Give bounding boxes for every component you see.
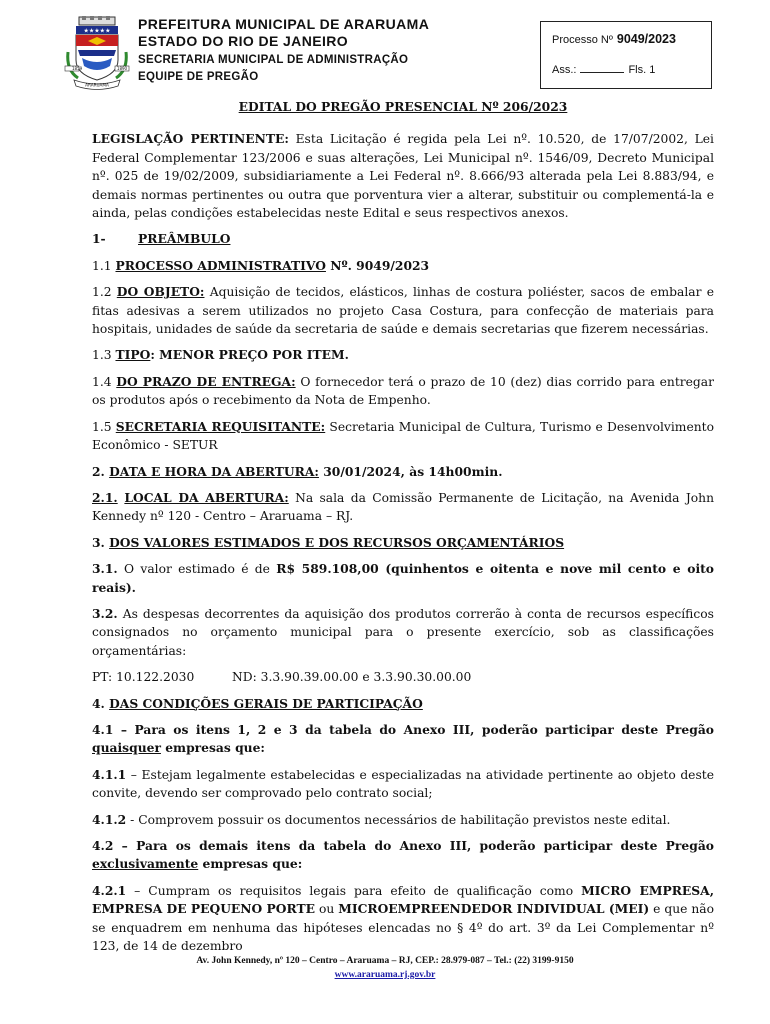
ass-label: Ass.: <box>552 64 577 76</box>
section-1-3-label: TIPO <box>115 347 151 363</box>
letterhead <box>138 16 429 86</box>
section-2-1-number: 2.1. <box>92 489 118 505</box>
section-4-2-1-number: 4.2.1 <box>92 882 127 898</box>
budget-pt: PT: 10.122.2030 <box>92 670 195 685</box>
section-4-1-text: 4.1 – Para os itens 1, 2 e 3 da tabela do Anexo III, poderão participar deste Pregão <box>92 721 714 737</box>
section-3-2-number: 3.2. <box>92 605 118 621</box>
section-4-1-2 <box>92 811 714 829</box>
section-4-label: DAS CONDIÇÕES GERAIS DE PARTICIPAÇÃO <box>109 695 423 711</box>
section-4-2-1-bold-b: MICROEMPREENDEDOR INDIVIDUAL (MEI) <box>338 901 650 917</box>
section-3-number: 3. <box>92 534 105 550</box>
section-1-4-text: O fornecedor terá o prazo de 10 (dez) dias corrido para entregar os produtos após o recebimento da Nota de Empenho. <box>92 374 715 408</box>
section-4-2 <box>92 837 714 874</box>
equipe-title: EQUIPE DE PREGÃO <box>138 71 259 83</box>
section-4-2-tail: empresas que: <box>198 856 303 872</box>
budget-classification <box>92 668 714 686</box>
section-3-2-text: As despesas decorrentes da aquisição dos produtos correrão à conta de recursos específicos consignados no orçamento municipal para o presente exercício, sob as classificações orçamentárias: <box>92 606 714 658</box>
process-box <box>540 21 712 89</box>
section-2-1 <box>92 489 714 526</box>
section-3 <box>92 534 714 552</box>
section-4-2-1-text-c: e que não se enquadrem em nenhuma das hipóteses elencadas no § 4º do art. 3º da Lei Complementar nº 123, de 14 de dezembro <box>92 902 714 954</box>
section-2-1-label: LOCAL DA ABERTURA: <box>124 489 289 505</box>
edital-title: EDITAL DO PREGÃO PRESENCIAL Nº 206/2023 <box>238 99 568 114</box>
section-1-5 <box>92 418 714 455</box>
section-4-2-underlined: exclusivamente <box>92 856 199 872</box>
section-1-3-text: : MENOR PREÇO POR ITEM. <box>150 347 349 363</box>
section-4 <box>92 695 714 713</box>
section-4-1-2-number: 4.1.2 <box>92 811 127 827</box>
section-1-3-number: 1.3 <box>92 348 112 363</box>
section-1-2 <box>92 283 714 338</box>
section-3-1 <box>92 560 714 597</box>
section-4-2-1-bold-a: MICRO EMPRESA, EMPRESA DE PEQUENO PORTE <box>92 882 714 917</box>
section-2-label: DATA E HORA DA ABERTURA: <box>109 463 319 479</box>
section-4-1 <box>92 721 714 758</box>
section-4-2-1-text-b: ou <box>315 902 339 917</box>
section-4-1-tail: empresas que: <box>160 740 265 756</box>
footer-site <box>0 970 770 980</box>
section-1-4 <box>92 373 714 410</box>
section-1-2-text: Aquisição de tecidos, elásticos, linhas de costura poliéster, sacos de embalar e fitas adesivas a serem utilizados no projeto Casa Costura, para confecção de materiais para hospitais, unidades de saúde da secretaria de saúde e demais secretarias que fizerem necessárias. <box>92 285 715 337</box>
section-4-2-1 <box>92 882 714 956</box>
section-3-1-text: O valor estimado é de <box>117 562 277 577</box>
footer-address: Av. John Kennedy, nº 120 – Centro – Araruama – RJ, CEP.: 28.979-087 – Tel.: (22) 3199-9150 <box>196 956 574 966</box>
legislacao-paragraph <box>92 130 714 222</box>
section-1-number: 1- <box>92 231 106 247</box>
section-4-2-text: 4.2 – Para os demais itens da tabela do Anexo III, poderão participar deste Pregão <box>92 838 714 853</box>
signature-blank <box>580 62 624 73</box>
edital-body <box>92 98 714 955</box>
section-2-1-text: Na sala da Comissão Permanente de Licitação, na Avenida John Kennedy nº 120 - Centro – Araruama – RJ. <box>92 490 714 524</box>
section-1-4-label: DO PRAZO DE ENTREGA: <box>116 373 296 389</box>
crest-year-right: 1890 <box>116 66 128 72</box>
section-1-1-label: PROCESSO ADMINISTRATIVO <box>115 257 326 273</box>
section-4-1-2-text: - Comprovem possuir os documentos necessários de habilitação previstos neste edital. <box>126 812 671 827</box>
section-4-1-1-text: – Estejam legalmente estabelecidas e especializadas na atividade pertinente ao objeto deste convite, devendo ser comprovado pelo contrato social; <box>92 767 714 801</box>
secretaria-title: SECRETARIA MUNICIPAL DE ADMINISTRAÇÃO <box>138 54 409 66</box>
section-1-2-label: DO OBJETO: <box>116 284 205 300</box>
section-1-1 <box>92 257 714 275</box>
section-1-4-number: 1.4 <box>92 374 112 389</box>
section-1-5-label: SECRETARIA REQUISITANTE: <box>115 418 326 434</box>
section-2 <box>92 463 714 481</box>
section-3-1-number: 3.1. <box>92 561 118 577</box>
city-crest-logo <box>64 16 130 90</box>
legislacao-text: Esta Licitação é regida pela Lei nº. 10.520, de 17/07/2002, Lei Federal Complementar 123/2006 e suas alterações, Lei Municipal nº. 1546/09, Decreto Municipal nº. 025 de 19/02/2009, subsidiariamente a Lei Federal nº. 8.666/93 alterada pela Lei 8.883/94, e demais normas pertinentes ou outra que porventura vier a alterar, substituir ou complementá-la e ainda, pelas condições estabelecidas neste Edital e seus respectivos anexos. <box>92 132 714 221</box>
section-4-1-underlined: quaisquer <box>92 740 161 756</box>
section-1-label: PREÂMBULO <box>138 231 231 247</box>
section-4-number: 4. <box>92 695 105 711</box>
section-3-2 <box>92 605 714 660</box>
prefeitura-title: PREFEITURA MUNICIPAL DE ARARUAMA <box>138 16 430 32</box>
section-1-2-number: 1.2 <box>92 285 112 300</box>
section-4-2-1-text-a: – Cumpram os requisitos legais para efeito de qualificação como <box>126 883 582 898</box>
section-2-text: 30/01/2024, às 14h00min. <box>318 463 503 479</box>
svg-text:★★★★★: ★★★★★ <box>83 27 111 35</box>
estado-title: ESTADO DO RIO DE JANEIRO <box>138 33 349 49</box>
section-1-5-text: Secretaria Municipal de Cultura, Turismo e Desenvolvimento Econômico - SETUR <box>92 419 714 453</box>
crest-banner-text: ARARUAMA <box>85 82 109 88</box>
section-1-3 <box>92 346 714 364</box>
legislacao-label: LEGISLAÇÃO PERTINENTE: <box>92 131 289 147</box>
process-number: 9049/2023 <box>616 32 676 46</box>
section-1-5-number: 1.5 <box>92 419 112 434</box>
section-1-1-text: Nº. 9049/2023 <box>325 257 430 273</box>
section-4-1-1 <box>92 766 714 803</box>
section-3-label: DOS VALORES ESTIMADOS E DOS RECURSOS ORÇAMENTÁRIOS <box>109 534 565 550</box>
signature-line <box>552 62 655 76</box>
process-label: Processo Nº <box>552 34 613 46</box>
section-4-1-1-number: 4.1.1 <box>92 766 127 782</box>
section-1-1-number: 1.1 <box>92 258 112 273</box>
estimated-value: R$ 589.108,00 (quinhentos e oitenta e nove mil cento e oito reais). <box>92 561 714 595</box>
crest-year-left: 1859 <box>72 66 83 72</box>
budget-nd: ND: 3.3.90.39.00.00 e 3.3.90.30.00.00 <box>232 670 472 685</box>
website-link[interactable]: www.araruama.rj.gov.br <box>334 970 436 980</box>
section-1-heading <box>92 230 714 248</box>
fls-label: Fls. 1 <box>628 64 656 76</box>
process-number-line <box>552 32 676 46</box>
section-2-number: 2. <box>92 463 105 479</box>
